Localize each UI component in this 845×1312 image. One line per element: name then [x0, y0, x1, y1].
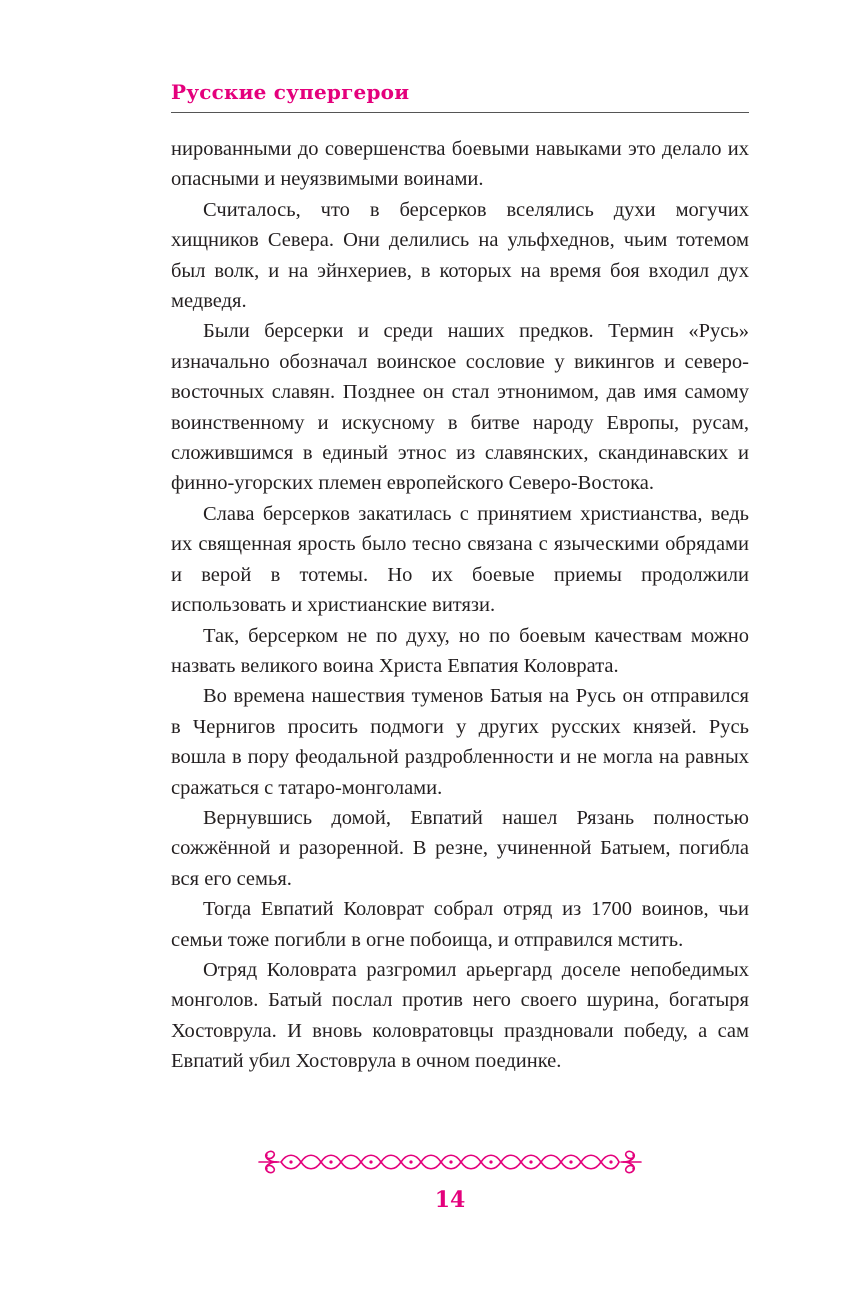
decorative-flourish-icon — [255, 1147, 645, 1177]
paragraph: Слава берсерков закатилась с принятием христианства, ведь их священная ярость было тесно связана с языческими обрядами и верой в тотемы. Но их боевые приемы продолжили использовать и христианские витязи. — [171, 502, 749, 617]
paragraph: Считалось, что в берсерков вселялись духи могучих хищников Севера. Они делились на ульфхеднов, чьим тотемом был волк, и на эйнхериев, в которых на время боя входил дух медведя. — [171, 198, 749, 313]
paragraph: нированными до совершенства боевыми навыками это делало их опасными и неуязвимыми воинами. — [171, 138, 749, 191]
paragraph: Так, берсерком не по духу, но по боевым качествам можно назвать великого воина Христа Евпатия Коловрата. — [171, 624, 749, 677]
paragraph: Тогда Евпатий Коловрат собрал отряд из 1700 воинов, чьи семьи тоже погибли в огне побоища, и отправился мстить. — [171, 898, 749, 951]
running-head — [171, 78, 749, 113]
running-head-title: Русские супергерои — [171, 80, 410, 104]
page-body — [171, 134, 749, 1077]
paragraph: Вернувшись домой, Евпатий нашел Рязань полностью сожжённой и разоренной. В резне, учиненной Батыем, погибла вся его семья. — [171, 806, 749, 890]
paragraph: Отряд Коловрата разгромил арьергард доселе непобедимых монголов. Батый послал против него своего шурина, богатыря Хостоврула. И вновь коловратовцы праздновали победу, а сам Евпатий убил Хостоврула в очном поединке. — [171, 958, 749, 1073]
page-number: 14 — [434, 1187, 466, 1213]
paragraph: Были берсерки и среди наших предков. Термин «Русь» изначально обозначал воинское сословие у викингов и северо-восточных славян. Позднее он стал этнонимом, дав имя самому воинственному и искусному в битве народу Европы, русам, сложившимся в единый этнос из славянских, скандинавских и финно-угорских племен европейского Северо-Востока. — [171, 320, 749, 495]
paragraph: Во времена нашествия туменов Батыя на Русь он отправился в Чернигов просить подмоги у других русских князей. Русь вошла в пору феодальной раздробленности и не могла на равных сражаться с татаро-монголами. — [171, 685, 749, 799]
